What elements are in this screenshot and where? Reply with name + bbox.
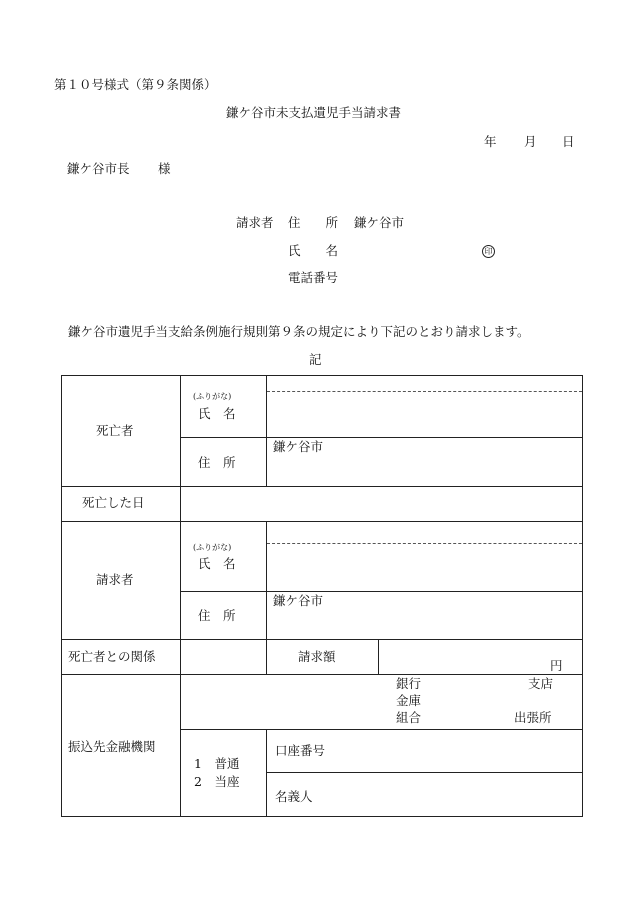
date-month: 月 <box>524 134 537 149</box>
request-statement: 鎌ケ谷市遺児手当支給条例施行規則第９条の規定により下記のとおり請求します。 <box>68 324 530 339</box>
claimant-furigana-label: (ふりがな) <box>193 543 232 552</box>
form-number: 第１０号様式（第９条関係） <box>54 77 217 92</box>
branch-type-shiten: 支店 <box>528 676 554 691</box>
inst-type-kumiai: 組合 <box>396 710 422 725</box>
inst-type-bank: 銀行 <box>396 676 422 691</box>
claimant-name-label: 氏 名 <box>288 243 339 258</box>
table-border-top <box>61 375 583 376</box>
inst-type-shinkin: 金庫 <box>396 693 422 708</box>
branch-type-shuchojo: 出張所 <box>514 710 552 725</box>
form-title: 鎌ケ谷市未支払遺児手当請求書 <box>226 105 402 120</box>
account-number-label: 口座番号 <box>275 743 326 758</box>
claimant-address-value: 鎌ケ谷市 <box>354 215 405 230</box>
account-type-futsu: 1 普通 <box>194 756 240 771</box>
claimant-address-value-table: 鎌ケ谷市 <box>273 593 324 608</box>
bank-header: 振込先金融機関 <box>68 739 156 754</box>
claimant-name-label-table: 氏 名 <box>198 556 236 571</box>
table-border-right <box>582 375 583 817</box>
deceased-header: 死亡者 <box>96 423 134 438</box>
death-date-label: 死亡した日 <box>82 495 145 510</box>
date-day: 日 <box>562 134 575 149</box>
account-type-toza: 2 当座 <box>194 774 240 789</box>
account-holder-label: 名義人 <box>275 789 313 804</box>
addressee-honorific: 様 <box>158 161 171 176</box>
deceased-furigana-label: (ふりがな) <box>193 392 232 401</box>
claimant-label: 請求者 <box>236 215 274 230</box>
relation-label: 死亡者との関係 <box>68 649 156 664</box>
seal-mark: 印 <box>482 245 495 258</box>
deceased-name-label: 氏 名 <box>198 406 236 421</box>
deceased-address-value: 鎌ケ谷市 <box>273 439 324 454</box>
ki-heading: 記 <box>309 352 322 367</box>
claimant-address-label: 住 所 <box>288 215 339 230</box>
deceased-address-label: 住 所 <box>198 455 236 470</box>
table-border-left <box>61 375 62 817</box>
table-border-bottom <box>61 816 583 817</box>
date-year: 年 <box>484 134 497 149</box>
claimant-address-label-table: 住 所 <box>198 608 236 623</box>
amount-label: 請求額 <box>298 649 336 664</box>
claimant-header: 請求者 <box>96 572 134 587</box>
amount-unit: 円 <box>550 658 563 673</box>
addressee-name: 鎌ケ谷市長 <box>67 161 130 176</box>
claimant-phone-label: 電話番号 <box>288 270 339 285</box>
